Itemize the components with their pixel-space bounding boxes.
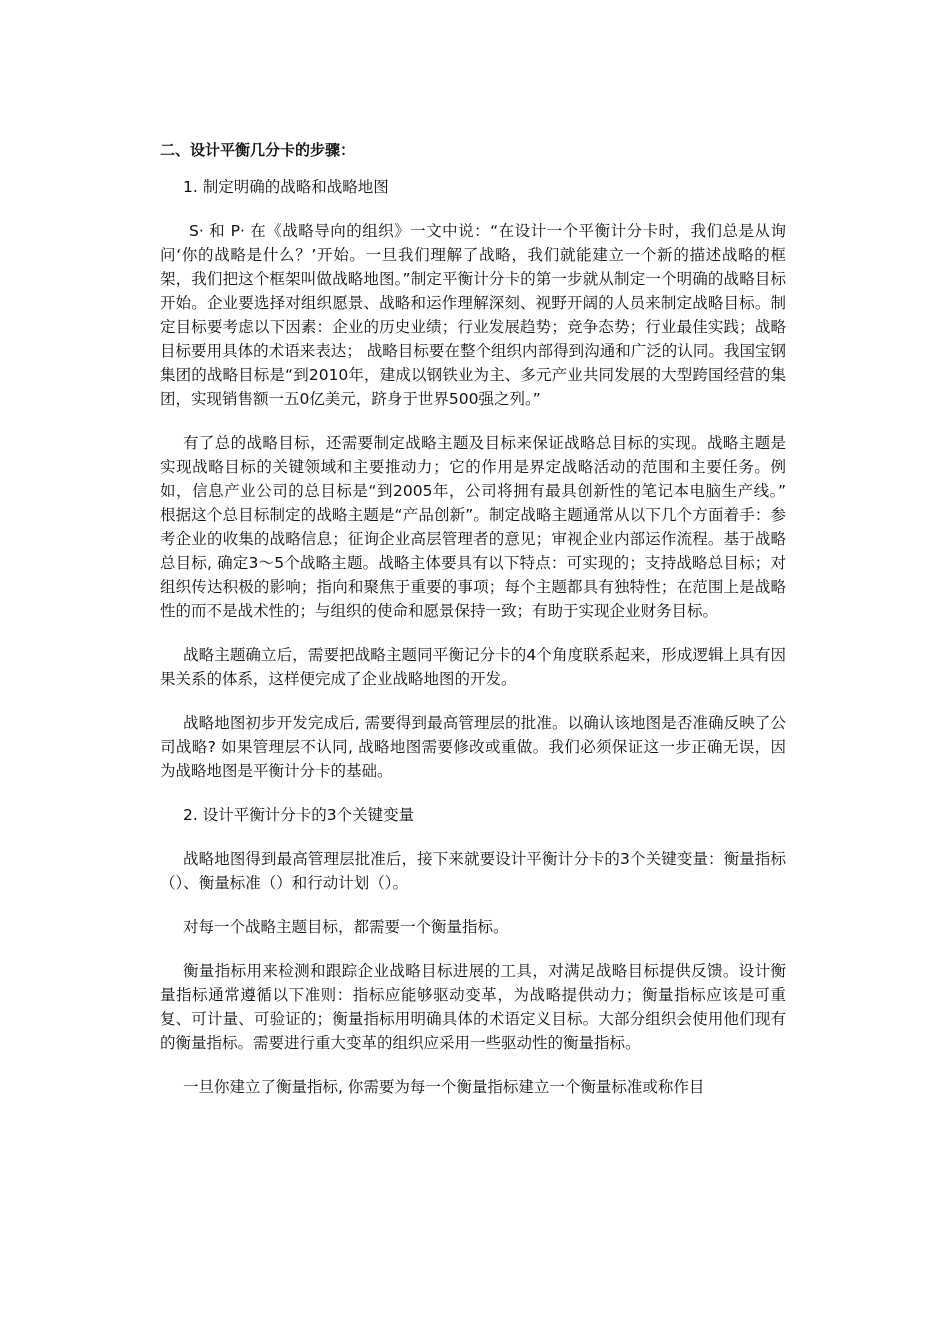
paragraph-measure-guidelines: 衡量指标用来检测和跟踪企业战略目标进展的工具，对满足战略目标提供反馈。设计衡量指标通常遵循以下准则：指标应能够驱动变革，为战略提供动力；衡量指标应该是可重复、可计量、可验证的；衡量指标用明确具体的术语定义目标。大部分组织会使用他们现有的衡量指标。需要进行重大变革的组织应采用一些驱动性的衡量指标。	[160, 962, 786, 1052]
paragraph-strategy-themes: 有了总的战略目标，还需要制定战略主题及目标来保证战略总目标的实现。战略主题是实现战略目标的关键领域和主要推动力；它的作用是界定战略活动的范围和主要任务。例如，信息产业公司的总目标是“到2005年，公司将拥有最具创新性的笔记本电脑生产线。” 根据这个总目标制定的战略主题是“产品创新”。制定战略主题通常从以下几个方面着手：参考企业的收集的战略信息；征询企业高层管理者的意见；审视企业内部运作流程。基于战略总目标, 确定3～5个战略主题。战略主体要具有以下特点：可实现的；支持战略总目标；对组织传达积极的影响；指向和聚焦于重要的事项；每个主题都具有独特性；在范围上是战略性的而不是战术性的；与组织的使命和愿景保持一致；有助于实现企业财务目标。	[160, 434, 786, 620]
paragraph-key-variables: 战略地图得到最高管理层批准后，接下来就要设计平衡计分卡的3个关键变量：衡量指标（）、衡量标准（）和行动计划（）。	[160, 850, 786, 892]
paragraph-strategy-intro: S· 和 P· 在《战略导向的组织》一文中说：“在设计一个平衡计分卡时，我们总是从询问‘你的战略是什么？’开始。一旦我们理解了战略，我们就能建立一个新的描述战略的框架，我们把这个框架叫做战略地图。”制定平衡计分卡的第一步就从制定一个明确的战略目标开始。企业要选择对组织愿景、战略和运作理解深刻、视野开阔的人员来制定战略目标。制定目标要考虑以下因素：企业的历史业绩；行业发展趋势；竞争态势；行业最佳实践；战略目标要用具体的术语来表达； 战略目标要在整个组织内部得到沟通和广泛的认同。我国宝钢集团的战略目标是“到2010年，建成以钢铁业为主、多元产业共同发展的大型跨国经营的集团，实现销售额一五0亿美元，跻身于世界500强之列。”	[160, 222, 786, 408]
paragraph-management-approval: 战略地图初步开发完成后, 需要得到最高管理层的批准。以确认该地图是否准确反映了公司战略? 如果管理层不认同, 战略地图需要修改或重做。我们必须保证这一步正确无误，因为战略地图是平衡计分卡的基础。	[160, 714, 786, 780]
section1-title: 1. 制定明确的战略和战略地图	[183, 178, 389, 196]
document-body	[160, 138, 786, 1119]
section-heading: 二、设计平衡几分卡的步骤：	[160, 141, 356, 159]
paragraph-four-perspectives: 战略主题确立后，需要把战略主题同平衡记分卡的4个角度联系起来，形成逻辑上具有因果关系的体系，这样便完成了企业战略地图的开发。	[160, 646, 786, 688]
section2-title: 2. 设计平衡计分卡的3个关键变量	[183, 806, 415, 824]
paragraph-targets: 一旦你建立了衡量指标, 你需要为每一个衡量指标建立一个衡量标准或称作目	[183, 1078, 705, 1096]
paragraph-measure-per-theme: 对每一个战略主题目标，都需要一个衡量指标。	[183, 918, 509, 936]
